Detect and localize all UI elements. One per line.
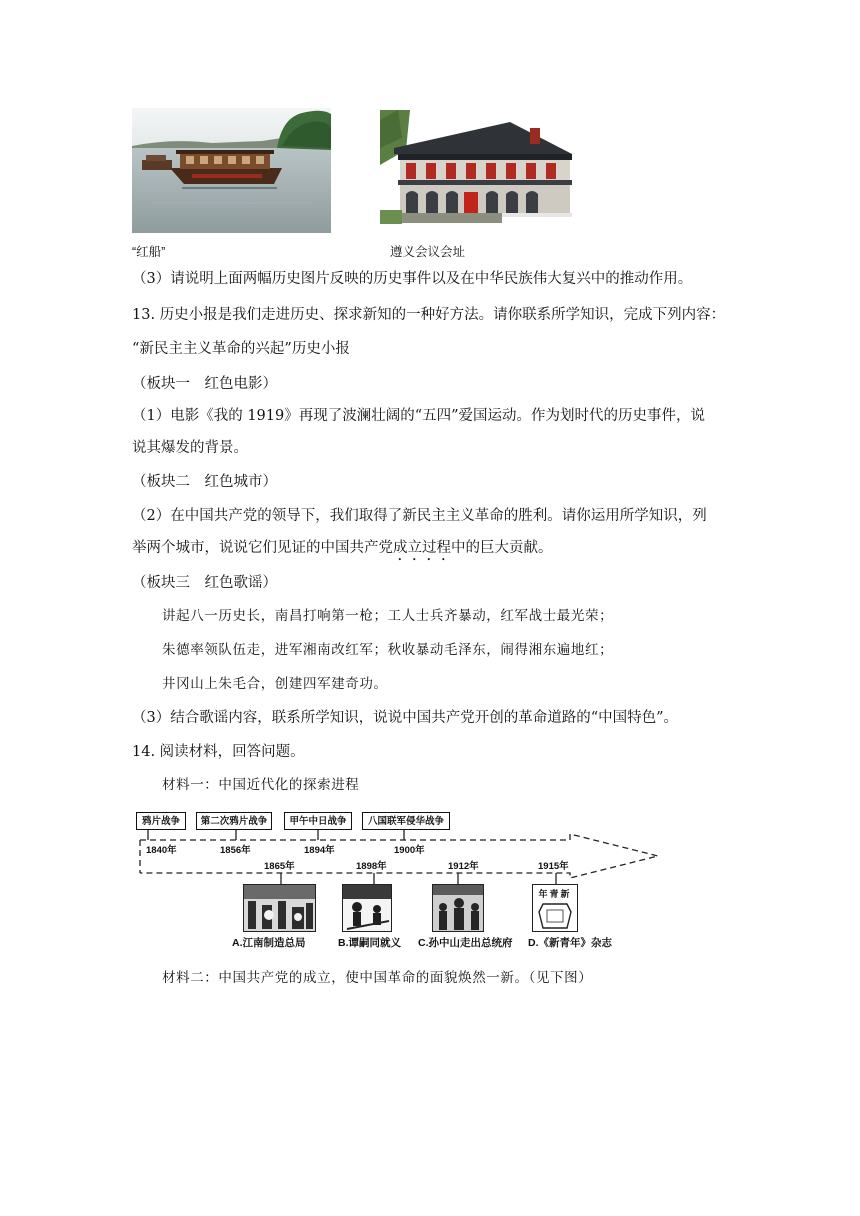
red-boat-photo (132, 108, 331, 233)
timeline-year-1900: 1900年 (394, 845, 425, 856)
timeline-war-sino-japanese: 甲午中日战争 (284, 812, 352, 830)
timeline-year-1915: 1915年 (538, 861, 569, 872)
question-13-3: （3）结合歌谣内容，联系所学知识，说说中国共产党开创的革命道路的“中国特色”。 (132, 710, 679, 726)
caption-b: B.谭嗣同就义 (338, 937, 401, 949)
zunyi-site-caption: 遵义会议会址 (390, 245, 466, 259)
zunyi-site-photo (380, 110, 586, 230)
timeline-war-eight-nation: 八国联军侵华战争 (362, 812, 450, 830)
new-youth-magazine-image (532, 884, 578, 932)
timeline-war-opium: 鸦片战争 (136, 812, 186, 830)
caption-d: D.《新青年》杂志 (528, 937, 612, 949)
question-13-2-line1: （2）在中国共产党的领导下，我们取得了新民主主义革命的胜利。请你运用所学知识，列 (132, 508, 707, 524)
q2-text-a: 举两个城市，说说它们见证的中国共产党 (132, 540, 393, 556)
timeline-year-1856: 1856年 (220, 845, 251, 856)
timeline-year-1840: 1840年 (146, 845, 177, 856)
question-13-2-line2 (132, 538, 553, 564)
question-13-1-line1: （1）电影《我的 1919》再现了波澜壮阔的“五四”爱国运动。作为划时代的历史事件，说 (132, 408, 706, 424)
timeline-arrow (130, 828, 670, 884)
block-one-heading: （板块一 红色电影） (132, 376, 277, 392)
tan-sitong-image (342, 884, 392, 932)
caption-a: A.江南制造总局 (232, 937, 306, 949)
magazine-cover-title: 年青新 (538, 889, 572, 899)
block-two-heading: （板块二 红色城市） (132, 474, 277, 490)
newspaper-title: “新民主主义革命的兴起”历史小报 (132, 341, 350, 357)
question-12-3: （3）请说明上面两幅历史图片反映的历史事件以及在中华民族伟大复兴中的推动作用。 (132, 271, 693, 287)
block-three-heading: （板块三 红色歌谣） (132, 575, 277, 591)
material-one: 材料一：中国近代化的探索进程 (162, 777, 360, 793)
jiangnan-arsenal-image (243, 884, 316, 932)
timeline-year-1865: 1865年 (264, 861, 295, 872)
question-13-1-line2: 说其爆发的背景。 (132, 440, 248, 456)
caption-c: C.孙中山走出总统府 (418, 937, 513, 949)
material-two: 材料二：中国共产党的成立，使中国革命的面貌焕然一新。（见下图） (162, 970, 593, 986)
question-13-stem: 13. 历史小报是我们走进历史、探求新知的一种好方法。请你联系所学知识，完成下列内容： (132, 307, 726, 323)
red-boat-caption: “红船” (132, 245, 166, 259)
q2-text-c: 中的巨大贡献。 (451, 540, 553, 556)
song-line-1: 讲起八一历史长，南昌打响第一枪；工人士兵齐暴动，红军战士最光荣； (162, 608, 614, 624)
song-line-2: 朱德率领队伍走，进军湘南改红军；秋收暴动毛泽东，闹得湘东遍地红； (162, 642, 614, 658)
song-line-3: 井冈山上朱毛合，创建四军建奇功。 (162, 676, 388, 692)
timeline-war-second-opium: 第二次鸦片战争 (196, 812, 272, 830)
sun-yatsen-image (432, 884, 484, 932)
timeline-year-1912: 1912年 (448, 861, 479, 872)
question-14-stem: 14. 阅读材料，回答问题。 (132, 744, 305, 760)
q2-emphasis: 成立过程 (393, 540, 451, 556)
timeline-year-1898: 1898年 (356, 861, 387, 872)
timeline-year-1894: 1894年 (304, 845, 335, 856)
